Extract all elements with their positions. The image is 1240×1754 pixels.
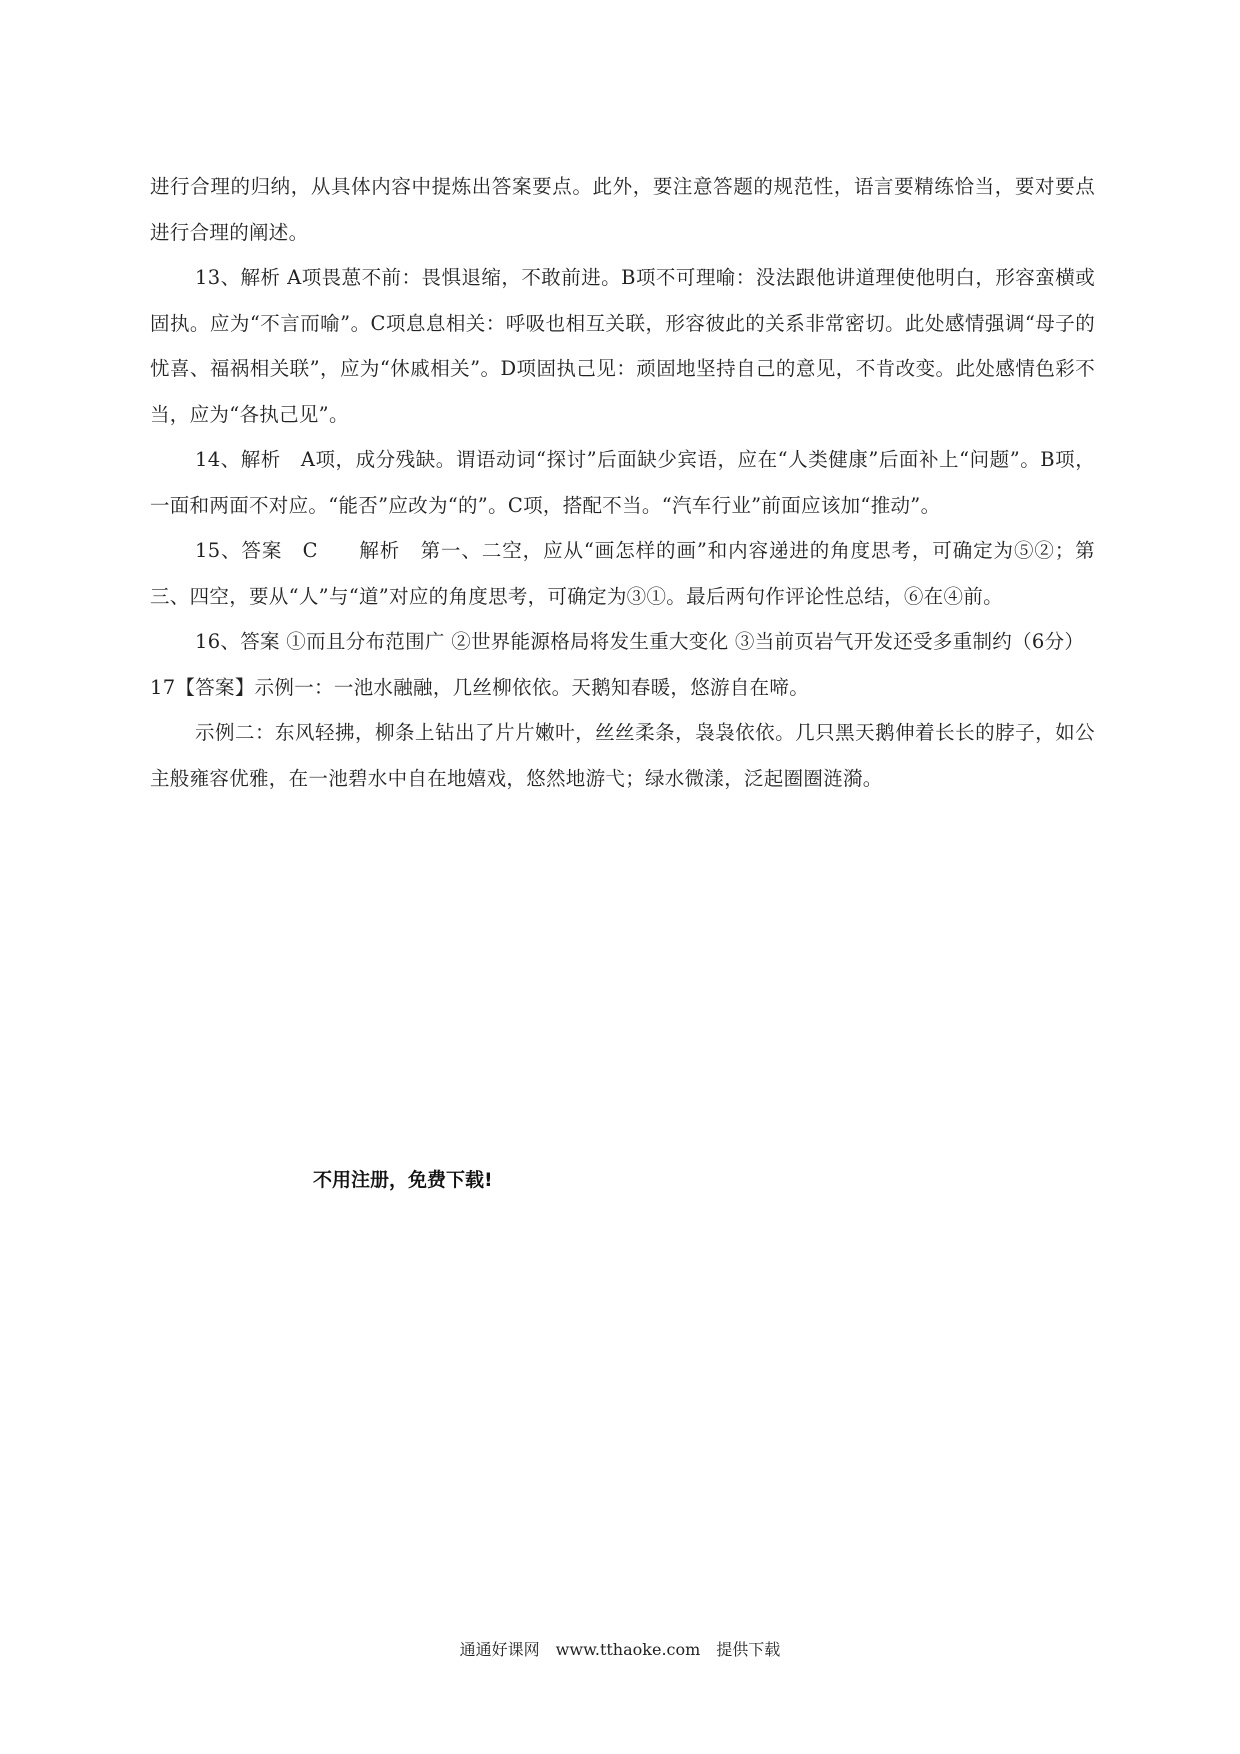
page-footer: 通通好课网 www.tthaoke.com 提供下载 bbox=[459, 1640, 781, 1659]
paragraph-answer-17: 17【答案】示例一：一池水融融，几丝柳依依。天鹅知春暖，悠游自在啼。 bbox=[150, 675, 810, 699]
free-download-notice: 不用注册，免费下载! bbox=[313, 1169, 493, 1191]
paragraph-answer-16: 16、答案 ①而且分布范围广 ②世界能源格局将发生重大变化 ③当前页岩气开发还受多重制约（6分） bbox=[195, 630, 1085, 653]
paragraph-answer-17-example-2: 示例二：东风轻拂，柳条上钻出了片片嫩叶，丝丝柔条，袅袅依依。几只黑天鹅伸着长长的脖子，如公主般雍容优雅，在一池碧水中自在地嬉戏，悠然地游弋；绿水微漾，泛起圈圈涟漪。 bbox=[150, 721, 1095, 790]
answer-text-body bbox=[150, 164, 1095, 801]
paragraph-answer-14: 14、解析 A项，成分残缺。谓语动词“探讨”后面缺少宾语，应在“人类健康”后面补上“问题”。B项，一面和两面不对应。“能否”应改为“的”。C项，搭配不当。“汽车行业”前面应该加“推动”。 bbox=[150, 448, 1095, 517]
paragraph-intro: 进行合理的归纳，从具体内容中提炼出答案要点。此外，要注意答题的规范性，语言要精练恰当，要对要点进行合理的阐述。 bbox=[150, 175, 1095, 244]
paragraph-answer-15: 15、答案 C 解析 第一、二空，应从“画怎样的画”和内容递进的角度思考，可确定为⑤②；第三、四空，要从“人”与“道”对应的角度思考，可确定为③①。最后两句作评论性总结，⑥在④前。 bbox=[150, 539, 1095, 608]
paragraph-answer-13: 13、解析 A项畏葸不前：畏惧退缩，不敢前进。B项不可理喻：没法跟他讲道理使他明白，形容蛮横或固执。应为“不言而喻”。C项息息相关：呼吸也相互关联，形容彼此的关系非常密切。此处感情强调“母子的忧喜、福祸相关联”，应为“休戚相关”。D项固执己见：顽固地坚持自己的意见，不肯改变。此处感情色彩不当，应为“各执己见”。 bbox=[150, 266, 1095, 426]
